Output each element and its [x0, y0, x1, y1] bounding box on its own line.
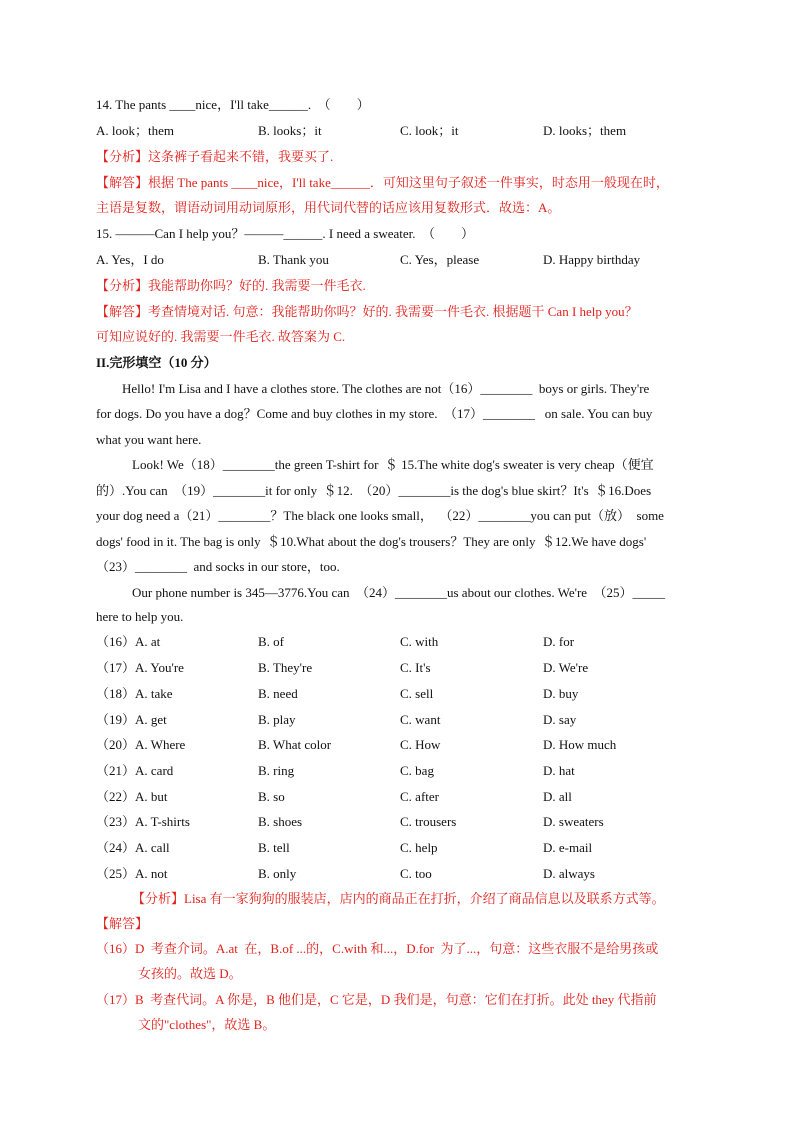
choice-row-16-b: B. of [258, 634, 284, 649]
choice-row-20-c: C. How [400, 737, 441, 752]
choice-row-16-a: （16）A. at [96, 634, 161, 649]
choice-row-21-b: B. ring [258, 763, 295, 778]
choice-row-21-c: C. bag [400, 763, 434, 778]
choice-row-25-c: C. too [400, 866, 432, 881]
choice-row-17-c: C. It's [400, 660, 431, 675]
q15-answer-line1: 【解答】考查情境对话. 句意：我能帮助你吗？好的. 我需要一件毛衣. 根据题干 Can I help you？ [96, 304, 638, 319]
choice-row-23-c: C. trousers [400, 814, 457, 829]
choice-row-17-a: （17）A. You're [96, 660, 184, 675]
q14-answer-line1: 【解答】根据 The pants ____nice，I'll take______．可知这里句子叙述一件事实，时态用一般现在时， [96, 175, 669, 190]
choice-row-16-d: D. for [543, 634, 575, 649]
q15-option-b: B. Thank you [258, 252, 329, 267]
choice-row-17-d: D. We're [543, 660, 589, 675]
choice-row-25-a: （25）A. not [96, 866, 168, 881]
q15-stem: 15. ———Can I help you？———______. I need a sweater. （ ） [96, 226, 475, 241]
passage-line: Hello! I'm Lisa and I have a clothes store. The clothes are not（16）________ boys or girls. They're [122, 381, 650, 396]
solution-16-line1: （16）D 考查介词。A.at 在，B.of ...的，C.with 和...，D.for 为了...，句意：这些衣服不是给男孩或 [96, 941, 659, 956]
choice-row-17-b: B. They're [258, 660, 313, 675]
choice-row-16-c: C. with [400, 634, 439, 649]
q14-option-b: B. looks；it [258, 123, 322, 138]
section-title: II.完形填空（10 分） [96, 355, 217, 370]
choice-row-24-c: C. help [400, 840, 438, 855]
choice-row-20-b: B. What color [258, 737, 332, 752]
q14-option-a: A. look；them [96, 123, 174, 138]
q14-stem: 14. The pants ____nice，I'll take______. （ ） [96, 97, 370, 112]
passage-line: what you want here. [96, 432, 202, 447]
choice-row-22-d: D. all [543, 789, 572, 804]
choice-row-23-b: B. shoes [258, 814, 303, 829]
choice-row-18-d: D. buy [543, 686, 579, 701]
choice-row-24-b: B. tell [258, 840, 290, 855]
solution-16-line2: 女孩的。故选 D。 [138, 966, 242, 981]
passage-line: here to help you. [96, 609, 184, 624]
choice-row-20-d: D. How much [543, 737, 617, 752]
q14-option-d: D. looks；them [543, 123, 627, 138]
q14-analysis: 【分析】这条裤子看起来不错，我要买了. [96, 149, 334, 164]
choice-row-24-a: （24）A. call [96, 840, 170, 855]
q15-option-d: D. Happy birthday [543, 252, 641, 267]
choice-row-22-b: B. so [258, 789, 285, 804]
q14-option-c: C. look；it [400, 123, 459, 138]
choice-row-19-a: （19）A. get [96, 712, 167, 727]
q15-analysis: 【分析】我能帮助你吗？好的. 我需要一件毛衣. [96, 278, 366, 293]
q15-answer-line2: 可知应说好的. 我需要一件毛衣. 故答案为 C. [96, 329, 346, 344]
choice-row-21-d: D. hat [543, 763, 575, 778]
choice-row-19-c: C. want [400, 712, 441, 727]
choice-row-24-d: D. e-mail [543, 840, 593, 855]
choice-row-23-d: D. sweaters [543, 814, 604, 829]
solution-17-line1: （17）B 考查代词。A 你是，B 他们是，C 它是，D 我们是，句意：它们在打折。此处 they 代指前 [96, 992, 657, 1007]
passage-line: dogs' food in it. The bag is only ＄10.What about the dog's trousers？They are only ＄12.We have dogs' [96, 534, 647, 549]
q14-answer-line2: 主语是复数，谓语动词用动词原形，用代词代替的话应该用复数形式．故选：A。 [96, 200, 561, 215]
answer-heading: 【解答】 [96, 916, 149, 931]
q15-option-a: A. Yes，I do [96, 252, 164, 267]
q15-option-c: C. Yes，please [400, 252, 480, 267]
choice-row-19-b: B. play [258, 712, 296, 727]
choice-row-22-c: C. after [400, 789, 439, 804]
passage-analysis: 【分析】Lisa 有一家狗狗的服装店，店内的商品正在打折，介绍了商品信息以及联系方式等。 [132, 891, 665, 906]
solution-17-line2: 文的"clothes"，故选 B。 [138, 1017, 276, 1032]
choice-row-18-b: B. need [258, 686, 298, 701]
choice-row-18-c: C. sell [400, 686, 434, 701]
passage-line: Look! We（18）________the green T-shirt for ＄ 15.The white dog's sweater is very cheap（便宜 [132, 457, 654, 472]
passage-line: 的）.You can （19）________it for only ＄12. （20）________is the dog's blue skirt？It's ＄16.Does [96, 483, 652, 498]
choice-row-25-b: B. only [258, 866, 297, 881]
passage-line: Our phone number is 345—3776.You can （24）________us about our clothes. We're （25）_____ [132, 585, 666, 600]
choice-row-21-a: （21）A. card [96, 763, 174, 778]
choice-row-19-d: D. say [543, 712, 577, 727]
choice-row-25-d: D. always [543, 866, 595, 881]
choice-row-18-a: （18）A. take [96, 686, 173, 701]
passage-line: for dogs. Do you have a dog？Come and buy clothes in my store. （17）________ on sale. You can buy [96, 406, 653, 421]
passage-line: （23）________ and socks in our store，too. [96, 559, 340, 574]
choice-row-22-a: （22）A. but [96, 789, 168, 804]
choice-row-23-a: （23）A. T-shirts [96, 814, 190, 829]
passage-line: your dog need a（21）________？The black one looks small， （22）________you can put（放） some [96, 508, 664, 523]
choice-row-20-a: （20）A. Where [96, 737, 186, 752]
